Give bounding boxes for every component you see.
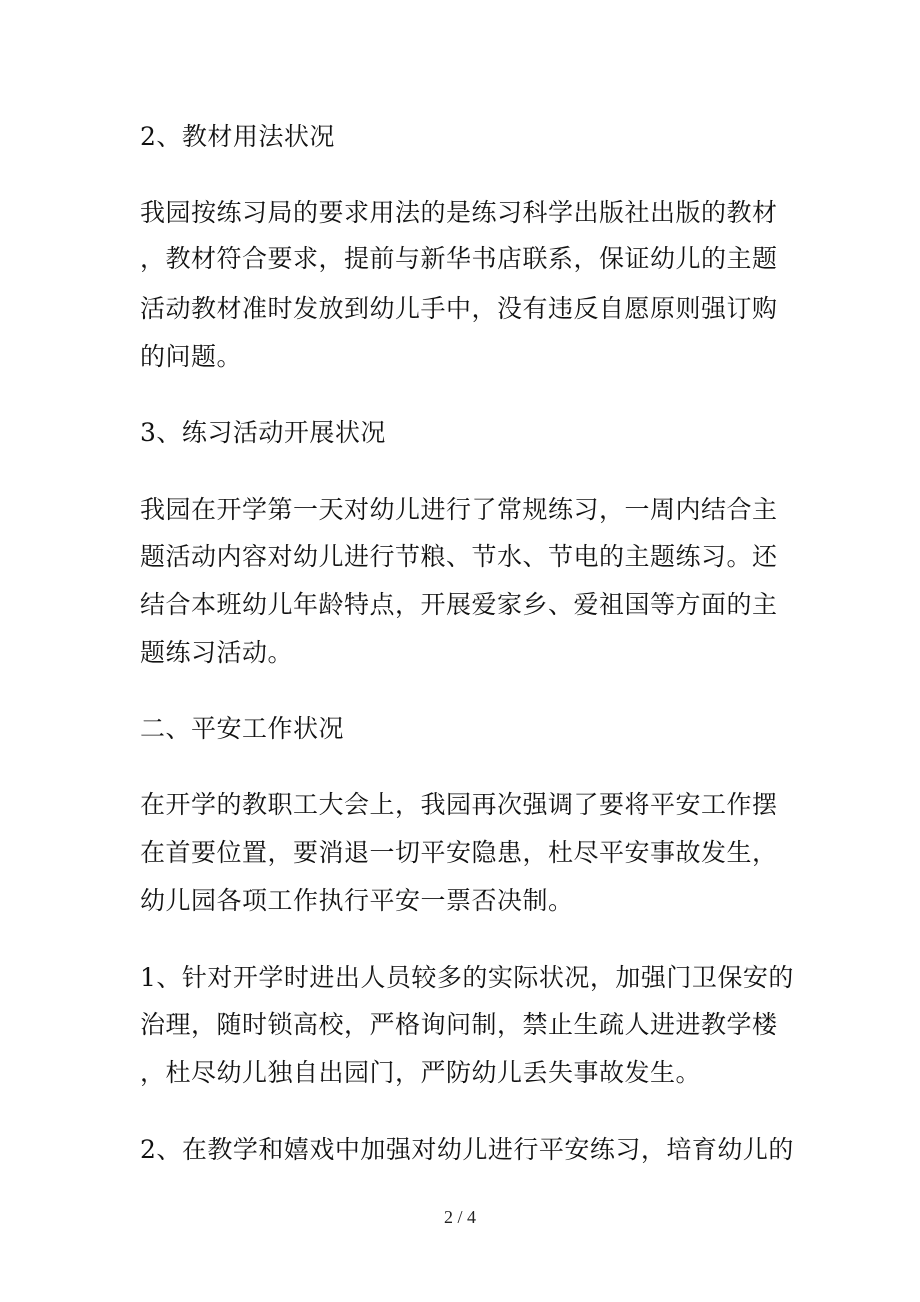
paragraph-line: 治理，随时锁高校，严格询问制，禁止生疏人进进教学楼	[140, 1010, 778, 1039]
section-heading: 二、平安工作状况	[140, 714, 345, 743]
paragraph-line: 我园在开学第一天对幼儿进行了常规练习，一周内结合主	[140, 495, 778, 524]
paragraph-line: 结合本班幼儿年龄特点，开展爱家乡、爱祖国等方面的主	[140, 590, 778, 619]
paragraph-line: 幼儿园各项工作执行平安一票否决制。	[140, 886, 574, 915]
paragraph-line: 在首要位置，要消退一切平安隐患，杜尽平安事故发生，	[140, 838, 778, 867]
paragraph-line: 的问题。	[140, 342, 243, 371]
page-number: 2 / 4	[443, 1207, 476, 1227]
paragraph-line: 1、针对开学时进出人员较多的实际状况，加强门卫保安的	[140, 963, 794, 992]
paragraph-line: ，杜尽幼儿独自出园门，严防幼儿丢失事故发生。	[140, 1058, 702, 1087]
paragraph-line: 2、在教学和嬉戏中加强对幼儿进行平安练习，培育幼儿的	[140, 1135, 794, 1164]
paragraph-line: 活动教材准时发放到幼儿手中，没有违反自愿原则强订购	[140, 294, 778, 323]
paragraph-line: 题练习活动。	[140, 638, 294, 667]
section-heading: 2、教材用法状况	[140, 122, 335, 151]
paragraph-line: 我园按练习局的要求用法的是练习科学出版社出版的教材	[140, 198, 778, 227]
paragraph-line: 在开学的教职工大会上，我园再次强调了要将平安工作摆	[140, 790, 778, 819]
section-heading: 3、练习活动开展状况	[140, 418, 386, 447]
paragraph-line: 题活动内容对幼儿进行节粮、节水、节电的主题练习。还	[140, 542, 778, 571]
paragraph-line: ，教材符合要求，提前与新华书店联系，保证幼儿的主题	[140, 244, 778, 273]
